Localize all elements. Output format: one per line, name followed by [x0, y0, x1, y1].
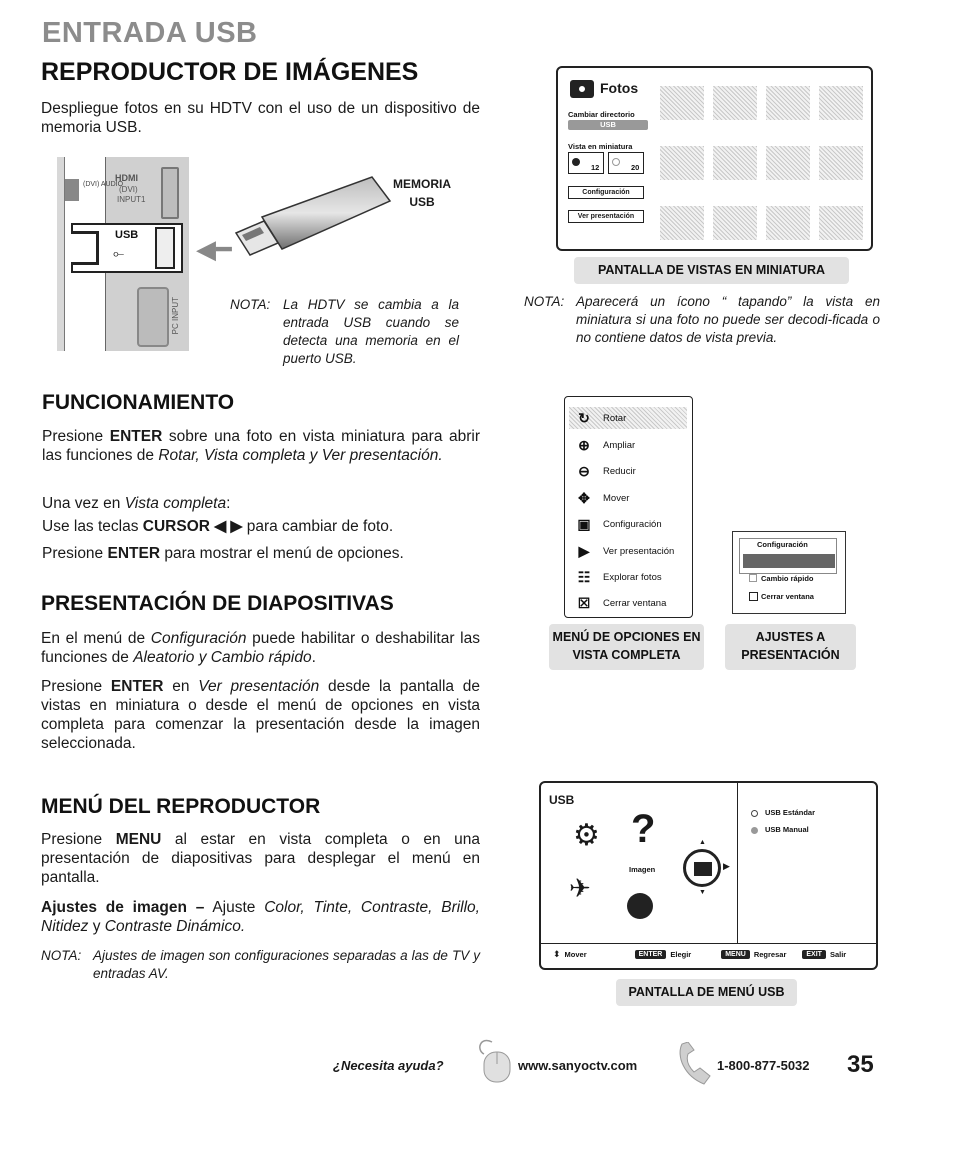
menu-item-ver-presentacion[interactable]: ▶ Ver presentación — [573, 539, 674, 563]
page-title: REPRODUCTOR DE IMÁGENES — [41, 58, 419, 86]
enter-key: ENTER — [635, 950, 667, 959]
salir-label: Salir — [829, 950, 847, 959]
memoria-label: MEMORIA — [393, 177, 451, 191]
funcionamiento-heading: FUNCIONAMIENTO — [42, 391, 235, 414]
vista-label: Vista en miniatura — [568, 142, 633, 151]
ajustes-item1[interactable]: Cambio rápido — [761, 574, 814, 583]
options-menu — [564, 396, 693, 618]
menu-item-reducir[interactable]: ⊖ Reducir — [573, 459, 636, 483]
thumbnail-screen — [556, 66, 873, 251]
ver-presentacion-button[interactable]: Ver presentación — [568, 210, 644, 223]
slideshow-icon: ▶ — [578, 543, 590, 559]
insert-arrow-icon: ◀━ — [196, 234, 232, 264]
note-thumb-label: NOTA: — [524, 294, 565, 309]
funcionamiento-p3: Use las teclas CURSOR ◀ ▶ para cambiar de foto. — [42, 518, 394, 535]
ajustes-caption: AJUSTES A PRESENTACIÓN — [725, 624, 856, 670]
funcionamiento-p2: Una vez en Vista completa: — [42, 495, 231, 512]
menu-reproductor-heading: MENÚ DEL REPRODUCTOR — [41, 795, 321, 818]
usb-menu-screen — [539, 781, 878, 970]
thumb-title: Fotos — [600, 80, 639, 96]
presentacion-p2: Presione ENTER en Ver presentación desde la pantalla de vistas en miniatura o desde el menú de opciones en vista completa para comenzar la presentación desde la imagen seleccionada. — [41, 678, 481, 752]
ajustes-box — [732, 531, 846, 614]
usb-menu-caption: PANTALLA DE MENÚ USB — [616, 979, 797, 1006]
menu-item-mover[interactable]: ✥ Mover — [573, 486, 629, 510]
thumbnail-grid — [660, 86, 864, 240]
satellite-icon[interactable]: ✈ — [569, 873, 591, 903]
funcionamiento-p4: Presione ENTER para mostrar el menú de opciones. — [42, 545, 404, 562]
usb-port-label: USB — [115, 229, 139, 241]
section-title: ENTRADA USB — [42, 17, 258, 49]
usb-port-figure — [57, 157, 192, 351]
chevron-up-icon: ▲ — [699, 839, 706, 846]
usb-manual-option[interactable]: USB Manual — [765, 825, 809, 834]
usb-symbol-icon: ⟜ — [113, 245, 125, 261]
ajustes-title: Configuración — [757, 540, 808, 549]
memoria-usb-label: USB — [409, 195, 435, 209]
grid-icon: ☷ — [577, 569, 591, 585]
intro-text: Despliegue fotos en su HDTV con el uso de un dispositivo de memoria USB. — [41, 100, 480, 136]
menu-item-explorar[interactable]: ☷ Explorar fotos — [573, 565, 662, 589]
radio-selected-icon — [751, 810, 758, 817]
thumbnail[interactable] — [713, 86, 757, 120]
thumb-caption: PANTALLA DE VISTAS EN MINIATURA — [574, 257, 849, 284]
menu-item-configuracion[interactable]: ▣ Configuración — [573, 512, 662, 536]
mouse-icon — [470, 1036, 514, 1084]
chevron-down-icon: ▼ — [699, 889, 706, 896]
menu-item-ampliar[interactable]: ⊕ Ampliar — [573, 433, 635, 457]
menu-reproductor-p1: Presione MENU al estar en vista completa o en una presentación de diapositivas para desplegar el menú en pantalla. — [41, 831, 481, 886]
presentacion-p1: En el menú de Configuración puede habilitar o deshabilitar las funciones de Aleatorio y Cambio rápido. — [41, 630, 480, 666]
menu-item-cerrar[interactable]: ☒ Cerrar ventana — [573, 591, 666, 615]
chevron-right-icon: ▶ — [723, 861, 730, 871]
cambiar-value[interactable]: USB — [568, 120, 648, 130]
cambiar-label: Cambiar directorio — [568, 110, 635, 119]
settings-icon: ▣ — [577, 516, 591, 532]
presentacion-heading: PRESENTACIÓN DE DIAPOSITIVAS — [41, 592, 394, 615]
thumbnail[interactable] — [819, 206, 863, 240]
ajustes-item2[interactable]: Cerrar ventana — [761, 592, 814, 601]
options-caption: MENÚ DE OPCIONES EN VISTA COMPLETA — [549, 624, 704, 670]
footer-phone: 1-800-877-5032 — [717, 1058, 810, 1073]
page-number: 35 — [847, 1051, 874, 1078]
phone-icon — [674, 1042, 714, 1088]
close-icon — [749, 592, 758, 601]
note-thumb-text: Aparecerá un ícono “ tapando” la vista en miniatura si una foto no puede ser decodi-ficada o no contiene datos de vista previa. — [576, 294, 880, 345]
vista-12-option[interactable]: 12 — [568, 152, 604, 174]
radio-icon — [751, 827, 758, 834]
camera-icon — [570, 80, 594, 98]
imagen-label: Imagen — [629, 865, 656, 874]
zoom-out-icon: ⊖ — [578, 463, 590, 479]
pc-input-label: PC INPUT — [171, 297, 180, 335]
regresar-label: Regresar — [753, 950, 787, 959]
rotate-icon: ↻ — [578, 410, 590, 426]
thumbnail[interactable] — [713, 146, 757, 180]
note-hdtv-text: La HDTV se cambia a la entrada USB cuando se detecta una memoria en el puerto USB. — [283, 297, 459, 366]
thumbnail[interactable] — [766, 206, 810, 240]
audio-label: (DVI) AUDIO — [83, 181, 124, 188]
mover-label: Mover — [564, 950, 587, 959]
thumbnail[interactable] — [660, 146, 704, 180]
image-icon[interactable] — [683, 849, 721, 887]
exit-key: EXIT — [802, 950, 826, 959]
footer-help: ¿Necesita ayuda? — [333, 1058, 444, 1073]
close-icon: ☒ — [577, 595, 591, 611]
zoom-in-icon: ⊕ — [578, 437, 590, 453]
usb-menu-title: USB — [549, 793, 575, 807]
menu-item-rotar[interactable]: ↻ Rotar — [573, 406, 626, 430]
dvi-label: (DVI) — [119, 185, 138, 194]
tools-icon[interactable]: ⚙ — [573, 819, 600, 852]
usb-stick-image — [232, 175, 392, 261]
thumbnail[interactable] — [660, 86, 704, 120]
configuracion-button[interactable]: Configuración — [568, 186, 644, 199]
menu-note-label: NOTA: — [41, 948, 82, 963]
question-icon[interactable]: ? — [631, 807, 656, 851]
menu-note-text: Ajustes de imagen son configuraciones separadas a las de TV y entradas AV. — [93, 948, 480, 981]
elegir-label: Elegir — [670, 950, 692, 959]
thumbnail[interactable] — [766, 86, 810, 120]
input1-label: INPUT1 — [117, 195, 146, 204]
thumbnail[interactable] — [713, 206, 757, 240]
thumbnail[interactable] — [766, 146, 810, 180]
thumbnail[interactable] — [819, 86, 863, 120]
funcionamiento-p1: Presione ENTER sobre una foto en vista miniatura para abrir las funciones de Rotar, Vista completa y Ver presentación. — [42, 428, 481, 464]
up-down-arrows-icon: ⬍ — [553, 949, 561, 959]
hdmi-label: HDMI — [115, 173, 138, 183]
thumbnail[interactable] — [819, 146, 863, 180]
usb-estandar-option[interactable]: USB Estándar — [765, 808, 816, 817]
note-hdtv-label: NOTA: — [230, 297, 271, 312]
menu-reproductor-p2: Ajustes de imagen – Ajuste Color, Tinte, Contraste, Brillo, Nitidez y Contraste Dinámico. — [41, 899, 480, 935]
thumbnail[interactable] — [660, 206, 704, 240]
move-icon: ✥ — [578, 490, 590, 506]
footer-website[interactable]: www.sanyoctv.com — [518, 1058, 638, 1073]
vista-20-option[interactable]: 20 — [608, 152, 644, 174]
audio-disc-icon[interactable] — [627, 893, 653, 919]
menu-key: MENU — [721, 950, 750, 959]
